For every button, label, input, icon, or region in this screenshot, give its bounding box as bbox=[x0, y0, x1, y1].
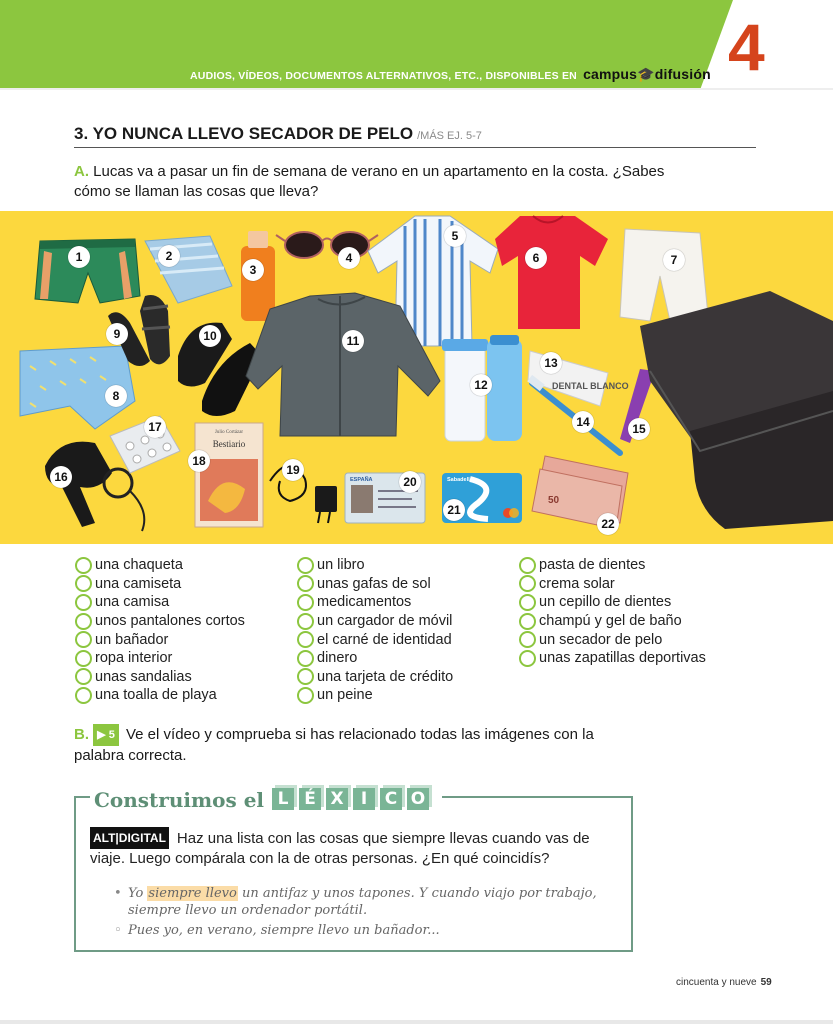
toothpaste-label: DENTAL BLANCO bbox=[552, 381, 629, 391]
item-number-badge: 6 bbox=[525, 247, 547, 269]
word-option[interactable] bbox=[519, 593, 706, 612]
highlighted-phrase: siempre llevo bbox=[148, 886, 237, 901]
answer-circle-icon[interactable] bbox=[297, 668, 314, 685]
item-number-badge: 2 bbox=[158, 245, 180, 267]
bullet-icon: • bbox=[114, 886, 122, 901]
word-label: unas zapatillas deportivas bbox=[539, 650, 706, 667]
items-photo bbox=[0, 211, 833, 544]
suitcase-illustration bbox=[640, 291, 833, 529]
exercise-a-text: Lucas va a pasar un fin de semana de verano en un apartamento en la costa. ¿Sabes cómo se llaman las cosas que lleva? bbox=[74, 163, 665, 200]
word-option[interactable] bbox=[75, 668, 245, 687]
answer-circle-icon[interactable] bbox=[75, 575, 92, 592]
lexico-letter: É bbox=[299, 785, 324, 811]
answer-circle-icon[interactable] bbox=[75, 631, 92, 648]
item-number-badge: 13 bbox=[540, 352, 562, 374]
word-option[interactable] bbox=[519, 649, 706, 668]
vocabulary-instruction bbox=[90, 827, 620, 869]
answer-circle-icon[interactable] bbox=[75, 650, 92, 667]
exercise-a-letter: A. bbox=[74, 163, 89, 180]
exercise-b-text: Ve el vídeo y comprueba si has relacionado todas las imágenes con la palabra correcta. bbox=[74, 726, 594, 764]
word-option[interactable] bbox=[519, 630, 706, 649]
word-label: unas sandalias bbox=[95, 668, 192, 685]
credit-card-bank: Sabadell bbox=[447, 477, 470, 483]
word-label: dinero bbox=[317, 650, 358, 667]
word-option[interactable] bbox=[519, 612, 706, 631]
answer-circle-icon[interactable] bbox=[519, 613, 536, 630]
word-option[interactable] bbox=[297, 630, 453, 649]
word-label: un libro bbox=[317, 557, 365, 574]
item-number-badge: 18 bbox=[188, 450, 210, 472]
campus-difusion-logo[interactable]: campus🎓difusión bbox=[583, 66, 711, 82]
resources-text: AUDIOS, VÍDEOS, DOCUMENTOS ALTERNATIVOS, ETC., DISPONIBLES EN bbox=[190, 70, 577, 82]
word-column-1 bbox=[75, 556, 245, 705]
title-divider bbox=[74, 147, 756, 148]
answer-circle-icon[interactable] bbox=[75, 594, 92, 611]
word-option[interactable] bbox=[75, 649, 245, 668]
item-number-badge: 7 bbox=[663, 249, 685, 271]
word-option[interactable] bbox=[75, 686, 245, 705]
answer-circle-icon[interactable] bbox=[519, 575, 536, 592]
answer-circle-icon[interactable] bbox=[519, 557, 536, 574]
video-play-button[interactable] bbox=[93, 724, 119, 746]
page-number-words: cincuenta y nueve bbox=[676, 977, 757, 988]
answer-circle-icon[interactable] bbox=[519, 594, 536, 611]
example-sentence-2: ◦ Pues yo, en verano, siempre llevo un bañador... bbox=[114, 923, 440, 938]
word-option[interactable] bbox=[75, 612, 245, 631]
word-label: crema solar bbox=[539, 575, 615, 592]
lexico-letter: I bbox=[353, 785, 378, 811]
word-option[interactable] bbox=[297, 686, 453, 705]
white-shorts-illustration bbox=[620, 229, 708, 321]
word-label: un bañador bbox=[95, 631, 169, 648]
section-title bbox=[74, 124, 482, 144]
exercise-b-letter: B. bbox=[74, 726, 89, 743]
answer-circle-icon[interactable] bbox=[75, 687, 92, 704]
item-number-badge: 15 bbox=[628, 418, 650, 440]
word-option[interactable] bbox=[75, 556, 245, 575]
word-label: una chaqueta bbox=[95, 557, 183, 574]
book-illustration bbox=[195, 423, 263, 527]
word-label: un peine bbox=[317, 687, 373, 704]
items-illustration bbox=[0, 211, 833, 544]
exercise-reference: /MÁS EJ. 5-7 bbox=[417, 130, 482, 142]
exercise-b-instruction bbox=[74, 724, 634, 766]
phone-charger-illustration bbox=[270, 465, 337, 523]
resources-banner bbox=[190, 66, 711, 83]
item-number-badge: 14 bbox=[572, 411, 594, 433]
bottom-edge bbox=[0, 1020, 833, 1024]
item-number-badge: 17 bbox=[144, 416, 166, 438]
word-option[interactable] bbox=[75, 575, 245, 594]
vocabulary-heading bbox=[90, 781, 442, 819]
word-label: ropa interior bbox=[95, 650, 173, 667]
book-author: Julio Cortázar bbox=[214, 430, 244, 435]
page-number: 59 bbox=[760, 977, 772, 988]
word-label: unas gafas de sol bbox=[317, 575, 431, 592]
lexico-letter: O bbox=[407, 785, 432, 811]
exercise-a-instruction bbox=[74, 162, 674, 202]
word-option[interactable] bbox=[297, 593, 453, 612]
word-label: pasta de dientes bbox=[539, 557, 646, 574]
answer-circle-icon[interactable] bbox=[75, 668, 92, 685]
vocabulary-heading-text: Construimos el bbox=[94, 788, 265, 812]
red-t-shirt-illustration bbox=[495, 216, 608, 329]
item-number-badge: 12 bbox=[470, 374, 492, 396]
answer-circle-icon[interactable] bbox=[519, 650, 536, 667]
word-option[interactable] bbox=[297, 556, 453, 575]
answer-circle-icon[interactable] bbox=[297, 687, 314, 704]
item-number-badge: 3 bbox=[242, 259, 264, 281]
answer-circle-icon[interactable] bbox=[297, 594, 314, 611]
answer-circle-icon[interactable] bbox=[297, 613, 314, 630]
item-number-badge: 10 bbox=[199, 325, 221, 347]
word-option[interactable] bbox=[519, 556, 706, 575]
vocabulary-instruction-text: Haz una lista con las cosas que siempre llevas cuando vas de viaje. Luego compárala con la de otras personas. ¿En qué coincidís? bbox=[90, 830, 590, 867]
item-number-badge: 5 bbox=[444, 225, 466, 247]
answer-circle-icon[interactable] bbox=[519, 631, 536, 648]
item-number-badge: 8 bbox=[105, 385, 127, 407]
word-label: una camisa bbox=[95, 594, 170, 611]
item-number-badge: 20 bbox=[399, 471, 421, 493]
lexico-letter: L bbox=[272, 785, 297, 811]
word-column-3 bbox=[519, 556, 706, 668]
play-icon: ▶ bbox=[97, 729, 106, 741]
swim-shorts-illustration bbox=[35, 239, 140, 303]
lexico-letter: C bbox=[380, 785, 405, 811]
word-option[interactable] bbox=[75, 630, 245, 649]
item-number-badge: 9 bbox=[106, 323, 128, 345]
unit-number: 4 bbox=[728, 10, 765, 84]
id-card-label: ESPAÑA bbox=[350, 477, 373, 483]
answer-circle-icon[interactable] bbox=[75, 613, 92, 630]
hollow-bullet-icon: ◦ bbox=[114, 923, 122, 938]
section-title-text: 3. YO NUNCA LLEVO SECADOR DE PELO bbox=[74, 124, 414, 143]
item-number-badge: 1 bbox=[68, 246, 90, 268]
item-number-badge: 11 bbox=[342, 330, 364, 352]
word-label: una toalla de playa bbox=[95, 687, 217, 704]
word-option[interactable] bbox=[297, 575, 453, 594]
word-label: medicamentos bbox=[317, 594, 412, 611]
item-number-badge: 4 bbox=[338, 247, 360, 269]
answer-circle-icon[interactable] bbox=[297, 575, 314, 592]
word-label: un secador de pelo bbox=[539, 631, 663, 648]
word-column-2 bbox=[297, 556, 453, 705]
word-option[interactable] bbox=[297, 668, 453, 687]
word-option[interactable] bbox=[519, 575, 706, 594]
page-footer bbox=[676, 977, 772, 988]
word-label: un cepillo de dientes bbox=[539, 594, 672, 611]
book-title: Bestiario bbox=[212, 439, 246, 449]
lexico-letter: X bbox=[326, 785, 351, 811]
lexico-logo bbox=[272, 785, 434, 816]
word-label: champú y gel de baño bbox=[539, 613, 682, 630]
word-label: una camiseta bbox=[95, 575, 182, 592]
answer-circle-icon[interactable] bbox=[297, 631, 314, 648]
word-option[interactable] bbox=[297, 649, 453, 668]
answer-circle-icon[interactable] bbox=[297, 650, 314, 667]
alt-digital-badge[interactable]: ALT|DIGITAL bbox=[90, 827, 169, 849]
item-number-badge: 21 bbox=[443, 499, 465, 521]
video-number: 5 bbox=[108, 729, 115, 741]
sunglasses-illustration bbox=[276, 232, 378, 258]
word-option[interactable] bbox=[297, 612, 453, 631]
beach-towel-illustration bbox=[145, 236, 232, 303]
item-number-badge: 16 bbox=[50, 466, 72, 488]
word-label: el carné de identidad bbox=[317, 631, 452, 648]
answer-circle-icon[interactable] bbox=[297, 557, 314, 574]
word-option[interactable] bbox=[75, 593, 245, 612]
banknote-value: 50 bbox=[548, 495, 560, 506]
answer-circle-icon[interactable] bbox=[75, 557, 92, 574]
item-number-badge: 22 bbox=[597, 513, 619, 535]
example-sentence-1: • Yo siempre llevo un antifaz y unos tapones. Y cuando viajo por trabajo, siempre llevo un ordenador portátil. bbox=[114, 886, 597, 918]
word-label: un cargador de móvil bbox=[317, 613, 453, 630]
item-number-badge: 19 bbox=[282, 459, 304, 481]
word-label: una tarjeta de crédito bbox=[317, 668, 454, 685]
word-label: unos pantalones cortos bbox=[95, 613, 245, 630]
